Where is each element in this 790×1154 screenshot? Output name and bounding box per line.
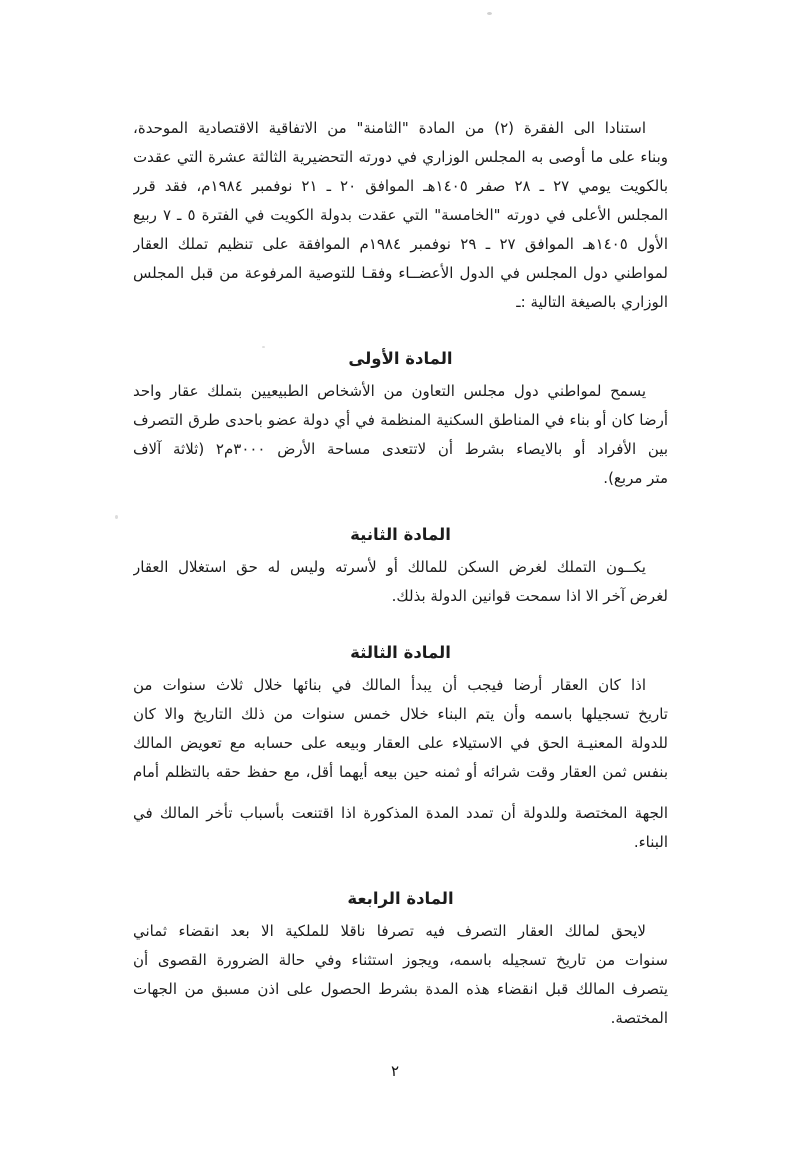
- article-4-paragraph: [133, 917, 668, 1033]
- text-line: سنوات من تاريخ تسجيله باسمه، ويجوز استثناء وفي حالة الضرورة القصوى أن: [133, 951, 668, 969]
- text-line: الجهة المختصة وللدولة أن تمدد المدة المذكورة اذا اقتنعت بأسباب تأخر المالك في: [133, 804, 668, 822]
- text-line: أرضا كان أو بناء في المناطق السكنية المنظمة في أي دولة عضو باحدى طرق التصرف: [133, 411, 668, 429]
- text-line: بنفس ثمن العقار وقت شرائه أو ثمنه حين بيعه أيهما أقل، مع حفظ حقه بالتظلم أمام: [133, 763, 668, 781]
- text-line: لغرض آخر الا اذا سمحت قوانين الدولة بذلك.: [391, 587, 668, 605]
- document-content: [133, 114, 668, 1033]
- article-4-heading: المادة الرابعة: [347, 889, 454, 908]
- article-2-heading: المادة الثانية: [350, 525, 451, 544]
- article-1-heading: المادة الأولى: [348, 349, 453, 368]
- text-line: يكــون التملك لغرض السكن للمالك أو لأسرته وليس له حق استغلال العقار: [133, 558, 646, 576]
- article-2-paragraph: [133, 553, 668, 611]
- scan-speck: [487, 12, 492, 15]
- text-line: بالكويت يومي ٢٧ ـ ٢٨ صفر ١٤٠٥هـ الموافق ٢٠ ـ ٢١ نوفمبر ١٩٨٤م، فقد قرر: [133, 177, 668, 195]
- article-2: [133, 521, 668, 611]
- text-line: الأول ١٤٠٥هـ الموافق ٢٧ ـ ٢٩ نوفمبر ١٩٨٤م الموافقة على تنظيم تملك العقار: [133, 235, 668, 253]
- article-3-heading: المادة الثالثة: [350, 643, 451, 662]
- text-line: اذا كان العقار أرضا فيجب أن يبدأ المالك في بنائها خلال ثلاث سنوات من: [133, 676, 646, 694]
- page-number: ٢: [390, 1062, 400, 1080]
- text-line: بين الأفراد أو بالايصاء بشرط أن لاتتعدى مساحة الأرض ٣٠٠٠م٢ (ثلاثة آلاف: [133, 440, 668, 458]
- article-3-paragraph-continued: [133, 799, 668, 857]
- article-3-paragraph: [133, 671, 668, 787]
- article-1: [133, 345, 668, 493]
- text-line: متر مربع).: [603, 469, 668, 487]
- text-line: المجلس الأعلى في دورته "الخامسة" التي عقدت بدولة الكويت في الفترة ٥ ـ ٧ ربيع: [133, 206, 668, 224]
- intro-paragraph: [133, 114, 668, 317]
- text-line: يسمح لمواطني دول مجلس التعاون من الأشخاص الطبيعيين بتملك عقار واحد: [133, 382, 646, 400]
- article-4: [133, 885, 668, 1033]
- scan-speck: [115, 515, 118, 519]
- text-line: البناء.: [633, 833, 668, 851]
- text-line: للدولة المعنيـة الحق في الاستيلاء على العقار وبيعه على حسابه مع تعويض المالك: [133, 734, 668, 752]
- text-line: المختصة.: [610, 1009, 668, 1027]
- text-line: يتصرف المالك قبل انقضاء هذه المدة بشرط الحصول على اذن مسبق من الجهات: [133, 980, 668, 998]
- text-line: لمواطني دول المجلس في الدول الأعضــاء وفقـا للتوصية المرفوعة من قبل المجلس: [133, 264, 668, 282]
- text-line: وبناء على ما أوصى به المجلس الوزاري في دورته التحضيرية الثالثة عشرة التي عقدت: [133, 148, 668, 166]
- text-line: تاريخ تسجيلها باسمه وأن يتم البناء خلال خمس سنوات من ذلك التاريخ والا كان: [133, 705, 668, 723]
- text-line: استنادا الى الفقرة (٢) من المادة "الثامنة" من الاتفاقية الاقتصادية الموحدة،: [133, 119, 646, 137]
- article-1-paragraph: [133, 377, 668, 493]
- text-line: لايحق لمالك العقار التصرف فيه تصرفا ناقلا للملكية الا بعد انقضاء ثماني: [133, 922, 646, 940]
- text-line: الوزاري بالصيغة التالية :ـ: [516, 293, 668, 311]
- article-3: [133, 639, 668, 857]
